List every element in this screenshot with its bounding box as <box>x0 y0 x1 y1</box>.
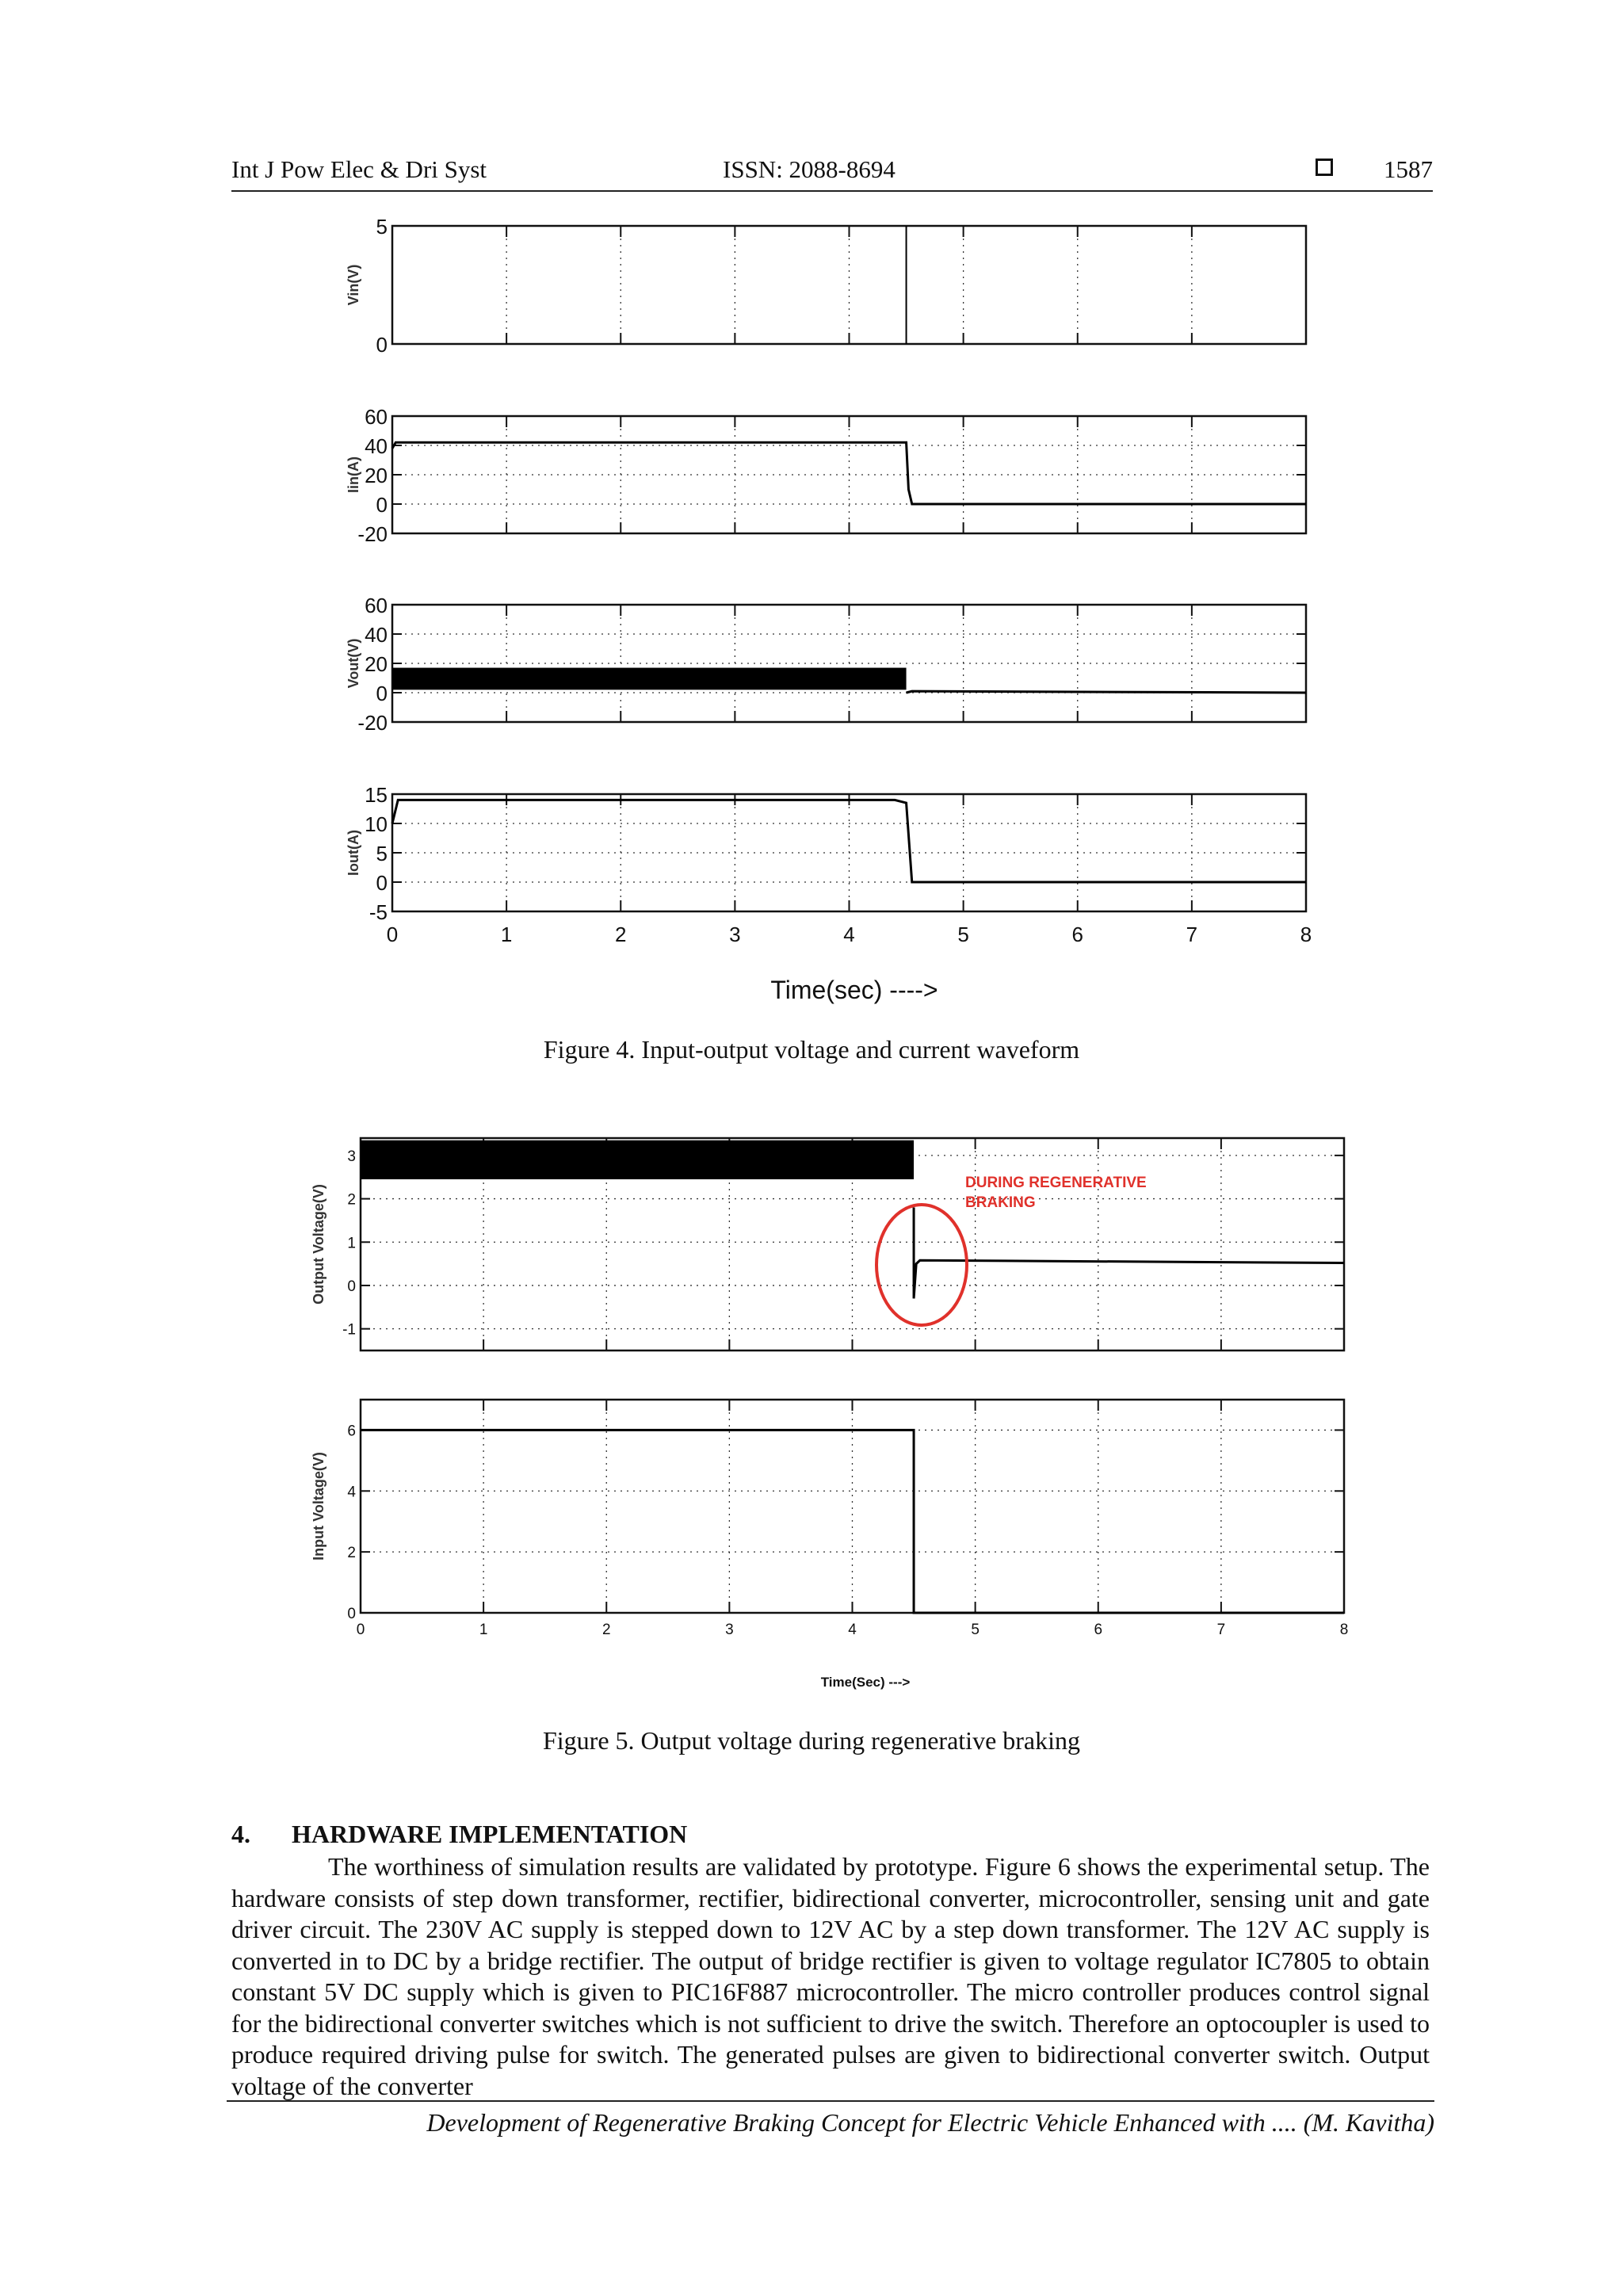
body-paragraph: The worthiness of simulation results are validated by prototype. Figure 6 shows the experimental setup. The hardware consists of step down transformer, rectifier, bidirectional converter, microcontroller, sensing unit and gate driver circuit. The 230V AC supply is stepped down to 12V AC by a step down transformer. The 12V AC supply is converted in to DC by a bridge rectifier. The output of bridge rectifier is given to voltage regulator IC7805 to obtain constant 5V DC supply which is given to PIC16F887 microcontroller. The micro controller produces control signal for the bidirectional converter switches which is not sufficient to drive the switch. Therefore an optocoupler is used to produce required driving pulse for switch. The generated pulses are given to bidirectional converter switch. Output voltage of the converter <box>231 1852 1430 2100</box>
figure-4-x-axis-label: Time(sec) ----> <box>770 976 938 1004</box>
figure-5-x-tick-label: 1 <box>479 1622 488 1638</box>
figure-5-panel-2-y-axis-label: Input Voltage(V) <box>311 1452 327 1561</box>
figure-5-panel-2-ytick-label: 0 <box>347 1606 356 1622</box>
figure-4-panel-2-ytick-label: 0 <box>376 493 388 517</box>
figure-4-x-tick-label: 1 <box>500 923 513 946</box>
figure-4-panel-4-ytick-label: 15 <box>365 783 388 807</box>
journal-name: Int J Pow Elec & Dri Syst <box>231 155 487 183</box>
figure-4-caption: Figure 4. Input-output voltage and current waveform <box>543 1035 1080 1064</box>
figure-4-panel-3-series-1-line <box>907 691 1306 693</box>
figure-4-panel-3-ytick-label: 40 <box>365 623 388 647</box>
figure-4-panel-1-ytick-label: 5 <box>376 215 388 239</box>
regenerative-braking-annotation-line2: BRAKING <box>965 1194 1036 1211</box>
regenerative-braking-annotation-line1: DURING REGENERATIVE <box>965 1175 1147 1191</box>
figure-5-x-tick-label: 4 <box>848 1622 857 1638</box>
figure-5-x-tick-label: 5 <box>971 1622 980 1638</box>
figure-4-panel-3-series-0-band <box>392 668 907 690</box>
figure-4-panel-1-frame <box>392 226 1306 344</box>
figure-5-x-tick-label: 7 <box>1216 1622 1226 1638</box>
figure-5-panel-1-series-0-band <box>361 1140 914 1179</box>
figure-5-x-tick-label: 6 <box>1094 1622 1103 1638</box>
figure-4-panel-3-y-axis-label: Vout(V) <box>346 638 361 689</box>
section-title: HARDWARE IMPLEMENTATION <box>292 1820 688 1848</box>
issn: ISSN: 2088-8694 <box>723 155 896 183</box>
figure-4-panel-2-ytick-label: 60 <box>365 405 388 429</box>
figure-5-x-tick-label: 2 <box>601 1622 611 1638</box>
figure-4-panel-3-ytick-label: 20 <box>365 652 388 676</box>
figure-4-panel-2-ytick-label: 20 <box>365 464 388 487</box>
figure-4-x-tick-label: 5 <box>957 923 969 946</box>
figure-5-chart <box>0 1110 1623 1712</box>
figure-5-x-tick-label: 3 <box>725 1622 734 1638</box>
figure-4-panel-4-ytick-label: -5 <box>369 900 388 924</box>
figure-4-panel-3-ytick-label: 60 <box>365 594 388 617</box>
figure-4-panel-4-y-axis-label: Iout(A) <box>346 830 361 876</box>
figure-4-panel-4-ytick-label: 10 <box>365 812 388 836</box>
figure-5-panel-1-ytick-label: 1 <box>347 1235 356 1252</box>
figure-5-x-tick-label: 8 <box>1339 1622 1349 1638</box>
figure-4-panel-1-ytick-label: 0 <box>376 333 388 357</box>
page-footer <box>227 2100 1434 2137</box>
page-number: 1587 <box>1384 155 1433 183</box>
figure-5-panel-1-ytick-label: -1 <box>342 1321 356 1339</box>
figure-4-x-tick-label: 6 <box>1071 923 1083 946</box>
figure-5-panel-1-ytick-label: 2 <box>347 1191 356 1209</box>
figure-5-panel-1-ytick-label: 3 <box>347 1148 356 1165</box>
figure-4-x-tick-label: 4 <box>843 923 855 946</box>
figure-4-panel-1-y-axis-label: Vin(V) <box>346 264 361 306</box>
figure-5-x-axis-label: Time(Sec) ---> <box>820 1675 911 1690</box>
footer-text: Development of Regenerative Braking Concept for Electric Vehicle Enhanced with .... (M. Kavitha) <box>426 2108 1434 2137</box>
figure-4-x-tick-label: 2 <box>615 923 627 946</box>
figure-5-panel-1-ytick-label: 0 <box>347 1278 356 1295</box>
figure-5-panel-2-ytick-label: 2 <box>347 1545 356 1562</box>
figure-4-panel-2-ytick-label: 40 <box>365 434 388 458</box>
section-heading <box>231 1820 687 1849</box>
figure-4-panel-3-ytick-label: 0 <box>376 682 388 705</box>
section-number: 4. <box>231 1820 250 1848</box>
figure-5-caption: Figure 5. Output voltage during regenerative braking <box>542 1726 1081 1755</box>
figure-4-x-tick-label: 8 <box>1300 923 1312 946</box>
figure-4-x-tick-label: 3 <box>729 923 741 946</box>
figure-4-panel-3-ytick-label: -20 <box>357 711 388 735</box>
figure-5-x-tick-label: 0 <box>356 1622 365 1638</box>
figure-4-panel-2-ytick-label: -20 <box>357 522 388 546</box>
figure-4-chart <box>0 0 1623 1030</box>
figure-4-panel-4-ytick-label: 5 <box>376 842 388 865</box>
figure-5-panel-1-y-axis-label: Output Voltage(V) <box>311 1184 327 1305</box>
figure-4-x-tick-label: 7 <box>1186 923 1198 946</box>
figure-4-x-tick-label: 0 <box>386 923 399 946</box>
figure-4-panel-4-ytick-label: 0 <box>376 871 388 895</box>
figure-5-panel-2-ytick-label: 4 <box>347 1484 356 1501</box>
figure-4-panel-2-y-axis-label: Iin(A) <box>346 457 361 493</box>
figure-5-panel-2-ytick-label: 6 <box>347 1423 356 1440</box>
